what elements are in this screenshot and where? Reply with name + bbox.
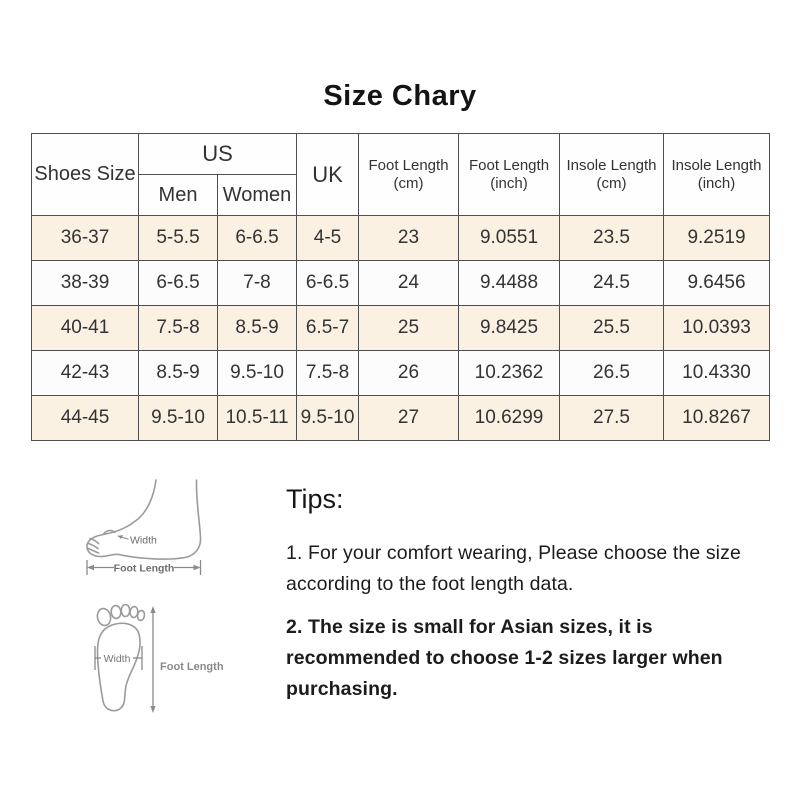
cell-uk: 6.5-7 [297, 306, 359, 351]
cell-foot-cm: 24 [359, 261, 459, 306]
header-insole-length-inch [664, 134, 770, 216]
cell-foot-cm: 26 [359, 351, 459, 396]
cell-us-men: 8.5-9 [139, 351, 218, 396]
foot-side-view-diagram-icon [84, 477, 214, 582]
tip-2: 2. The size is small for Asian sizes, it is recommended to choose 1-2 sizes larger when purchasing. [286, 616, 723, 700]
cell-insole-inch: 10.4330 [664, 351, 770, 396]
header-insole-length-inch-line2: (inch) [697, 174, 736, 192]
cell-insole-cm: 25.5 [560, 306, 664, 351]
cell-shoes-size: 44-45 [32, 396, 139, 441]
cell-insole-cm: 26.5 [560, 351, 664, 396]
cell-uk: 4-5 [297, 216, 359, 261]
side-view-width-label: Width [130, 534, 157, 547]
cell-foot-inch: 10.6299 [459, 396, 560, 441]
cell-foot-cm: 27 [359, 396, 459, 441]
cell-us-women: 7-8 [218, 261, 297, 306]
tip-1: 1. For your comfort wearing, Please choose the size according to the foot length data. [286, 542, 741, 595]
cell-uk: 7.5-8 [297, 351, 359, 396]
header-foot-length-cm-line1: Foot Length [368, 156, 449, 174]
cell-shoes-size: 40-41 [32, 306, 139, 351]
tips-section [286, 482, 764, 705]
cell-us-men: 7.5-8 [139, 306, 218, 351]
header-foot-length-inch [459, 134, 560, 216]
cell-insole-cm: 27.5 [560, 396, 664, 441]
table-row [32, 216, 770, 261]
header-insole-length-cm-line2: (cm) [596, 174, 627, 192]
cell-insole-cm: 24.5 [560, 261, 664, 306]
cell-us-women: 10.5-11 [218, 396, 297, 441]
cell-us-men: 6-6.5 [139, 261, 218, 306]
cell-uk: 6-6.5 [297, 261, 359, 306]
cell-foot-inch: 9.0551 [459, 216, 560, 261]
table-row [32, 306, 770, 351]
table-row [32, 351, 770, 396]
header-uk: UK [297, 134, 359, 216]
header-insole-length-inch-line1: Insole Length [671, 156, 762, 174]
header-foot-length-inch-line1: Foot Length [468, 156, 550, 174]
header-us-women: Women [218, 175, 297, 216]
cell-insole-inch: 9.6456 [664, 261, 770, 306]
cell-us-women: 9.5-10 [218, 351, 297, 396]
cell-shoes-size: 36-37 [32, 216, 139, 261]
cell-insole-cm: 23.5 [560, 216, 664, 261]
header-us: US [139, 134, 297, 175]
cell-insole-inch: 10.0393 [664, 306, 770, 351]
cell-shoes-size: 42-43 [32, 351, 139, 396]
table-row [32, 261, 770, 306]
size-chart-table [31, 133, 770, 441]
header-us-men: Men [139, 175, 218, 216]
footprint-width-label: Width [103, 653, 131, 665]
cell-shoes-size: 38-39 [32, 261, 139, 306]
cell-foot-inch: 9.8425 [459, 306, 560, 351]
header-insole-length-cm [560, 134, 664, 216]
size-chart-header [32, 134, 770, 216]
side-view-foot-length-label: Foot Length [113, 562, 175, 575]
table-row [32, 396, 770, 441]
cell-us-women: 8.5-9 [218, 306, 297, 351]
tips-heading: Tips: [286, 484, 344, 514]
cell-us-men: 9.5-10 [139, 396, 218, 441]
cell-insole-inch: 9.2519 [664, 216, 770, 261]
cell-us-women: 6-6.5 [218, 216, 297, 261]
header-foot-length-inch-line2: (inch) [490, 174, 528, 192]
header-foot-length-cm-line2: (cm) [393, 174, 424, 192]
cell-uk: 9.5-10 [297, 396, 359, 441]
page-title: Size Chary [323, 80, 477, 112]
cell-us-men: 5-5.5 [139, 216, 218, 261]
footprint-foot-length-label: Foot Length [160, 661, 224, 673]
cell-foot-cm: 23 [359, 216, 459, 261]
footprint-top-view-diagram-icon [92, 604, 237, 736]
cell-foot-inch: 9.4488 [459, 261, 560, 306]
cell-foot-cm: 25 [359, 306, 459, 351]
header-shoes-size: Shoes Size [32, 134, 139, 216]
header-foot-length-cm [359, 134, 459, 216]
cell-foot-inch: 10.2362 [459, 351, 560, 396]
header-insole-length-cm-line1: Insole Length [566, 156, 657, 174]
cell-insole-inch: 10.8267 [664, 396, 770, 441]
